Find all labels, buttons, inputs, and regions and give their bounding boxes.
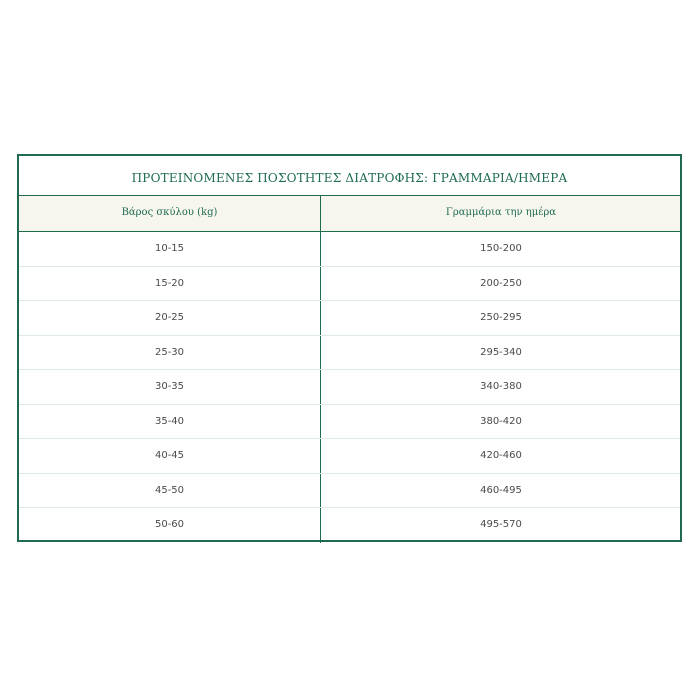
grams-cell: 380-420 (480, 415, 522, 427)
weight-cell: 15-20 (19, 267, 321, 301)
table-body (19, 232, 680, 543)
grams-cell: 150-200 (480, 243, 522, 254)
weight-cell: 20-25 (19, 301, 321, 335)
table-row (19, 405, 680, 440)
table-row (19, 336, 680, 371)
grams-cell: 495-570 (480, 519, 522, 530)
weight-cell: 10-15 (19, 232, 321, 266)
table-header-row (19, 196, 680, 232)
table-row (19, 267, 680, 302)
grams-cell: 250-295 (480, 312, 522, 323)
weight-cell: 50-60 (19, 508, 321, 543)
grams-cell: 460-495 (480, 484, 522, 496)
table-row (19, 301, 680, 336)
table-row (19, 439, 680, 474)
table-title: ΠΡΟΤΕΙΝΟΜΕΝΕΣ ΠΟΣΟΤΗΤΕΣ ΔΙΑΤΡΟΦΗΣ: ΓΡΑΜΜΑΡΙΑ/ΗΜΕΡΑ (19, 156, 680, 196)
grams-cell: 200-250 (480, 277, 522, 289)
weight-cell: 40-45 (19, 439, 321, 473)
table-row (19, 474, 680, 509)
grams-cell: 340-380 (480, 381, 522, 392)
weight-cell: 30-35 (19, 370, 321, 404)
table-row (19, 232, 680, 267)
grams-cell: 420-460 (480, 450, 522, 461)
feeding-table (17, 154, 682, 542)
table-row (19, 508, 680, 543)
weight-cell: 35-40 (19, 405, 321, 439)
weight-cell: 25-30 (19, 336, 321, 370)
header-dog-weight: Βάρος σκύλου (kg) (19, 196, 321, 231)
header-grams-per-day: Γραμμάρια την ημέρα (445, 207, 557, 218)
weight-cell: 45-50 (19, 474, 321, 508)
table-row (19, 370, 680, 405)
grams-cell: 295-340 (480, 346, 522, 358)
